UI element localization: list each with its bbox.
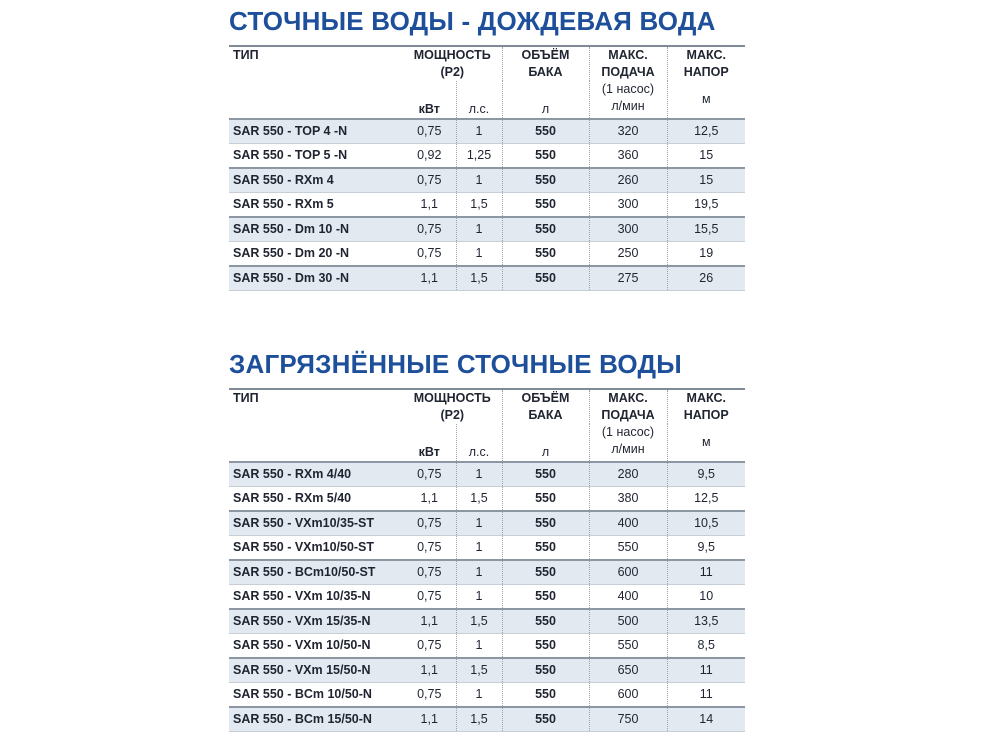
- cell-kw: 1,1: [403, 658, 456, 683]
- cell-tank: 550: [502, 144, 589, 169]
- table-row: [229, 707, 745, 732]
- cell-hp: 1,5: [456, 266, 502, 291]
- cell-flow: 500: [589, 609, 667, 634]
- table-row: [229, 242, 745, 267]
- cell-type: SAR 550 - BCm 10/50-N: [229, 683, 403, 708]
- cell-kw: 1,1: [403, 266, 456, 291]
- cell-type: SAR 550 - TOP 4 -N: [229, 119, 403, 144]
- table-body: [229, 119, 745, 291]
- header-type: ТИП: [229, 389, 403, 462]
- header-head-sub: НАПОР: [683, 408, 729, 422]
- header-tank-label: ОБЪЁМ: [521, 48, 570, 62]
- cell-head: 11: [667, 683, 745, 708]
- cell-flow: 600: [589, 560, 667, 585]
- header-flow-unit: л/мин: [611, 442, 645, 456]
- header-power: [403, 389, 502, 424]
- cell-hp: 1: [456, 560, 502, 585]
- cell-hp: 1,5: [456, 609, 502, 634]
- cell-type: SAR 550 - VXm 10/50-N: [229, 634, 403, 659]
- cell-head: 15: [667, 168, 745, 193]
- cell-flow: 380: [589, 487, 667, 512]
- header-unit-tank: л: [502, 424, 589, 462]
- cell-type: SAR 550 - BCm10/50-ST: [229, 560, 403, 585]
- header-flow-label: МАКС.: [608, 48, 648, 62]
- header-power: [403, 46, 502, 81]
- header-flow-sub: ПОДАЧА: [601, 65, 655, 79]
- cell-hp: 1,25: [456, 144, 502, 169]
- table-row: [229, 217, 745, 242]
- header-flow-label: МАКС.: [608, 391, 648, 405]
- cell-flow: 250: [589, 242, 667, 267]
- cell-type: SAR 550 - VXm 15/50-N: [229, 658, 403, 683]
- header-flow: [589, 46, 667, 81]
- table-row: [229, 462, 745, 487]
- cell-kw: 1,1: [403, 487, 456, 512]
- cell-head: 10,5: [667, 511, 745, 536]
- cell-flow: 550: [589, 634, 667, 659]
- cell-head: 8,5: [667, 634, 745, 659]
- cell-tank: 550: [502, 585, 589, 610]
- header-tank-sub: БАКА: [528, 408, 563, 422]
- cell-tank: 550: [502, 683, 589, 708]
- cell-flow: 400: [589, 585, 667, 610]
- table-header: [229, 46, 745, 119]
- cell-head: 12,5: [667, 487, 745, 512]
- header-flow-unit: л/мин: [611, 99, 645, 113]
- table-row: [229, 487, 745, 512]
- cell-head: 9,5: [667, 462, 745, 487]
- cell-type: SAR 550 - RXm 5: [229, 193, 403, 218]
- cell-flow: 275: [589, 266, 667, 291]
- cell-head: 19,5: [667, 193, 745, 218]
- cell-type: SAR 550 - BCm 15/50-N: [229, 707, 403, 732]
- cell-hp: 1: [456, 634, 502, 659]
- table-row: [229, 634, 745, 659]
- table-row: [229, 168, 745, 193]
- table-row: [229, 609, 745, 634]
- cell-type: SAR 550 - RXm 4: [229, 168, 403, 193]
- cell-tank: 550: [502, 217, 589, 242]
- cell-kw: 0,75: [403, 536, 456, 561]
- header-head: [667, 46, 745, 81]
- cell-flow: 280: [589, 462, 667, 487]
- spec-table: [229, 45, 745, 291]
- header-head-label: МАКС.: [686, 48, 726, 62]
- table-row: [229, 266, 745, 291]
- cell-flow: 300: [589, 193, 667, 218]
- section-contaminated: [229, 349, 745, 732]
- cell-type: SAR 550 - Dm 10 -N: [229, 217, 403, 242]
- cell-type: SAR 550 - Dm 30 -N: [229, 266, 403, 291]
- table-row: [229, 511, 745, 536]
- cell-tank: 550: [502, 536, 589, 561]
- table-row: [229, 144, 745, 169]
- cell-hp: 1,5: [456, 487, 502, 512]
- cell-head: 19: [667, 242, 745, 267]
- cell-tank: 550: [502, 242, 589, 267]
- header-head-sub: НАПОР: [683, 65, 729, 79]
- header-unit-head: м: [701, 92, 711, 106]
- header-head: [667, 389, 745, 424]
- cell-kw: 0,75: [403, 683, 456, 708]
- cell-head: 11: [667, 658, 745, 683]
- header-unit-hp: л.с.: [456, 424, 502, 462]
- header-power-label: МОЩНОСТЬ: [413, 48, 491, 62]
- cell-kw: 0,75: [403, 585, 456, 610]
- header-tank-sub: БАКА: [528, 65, 563, 79]
- cell-head: 11: [667, 560, 745, 585]
- cell-kw: 0,75: [403, 462, 456, 487]
- header-unit-kw: кВт: [403, 424, 456, 462]
- header-unit-hp: л.с.: [456, 81, 502, 119]
- section-title: СТОЧНЫЕ ВОДЫ - ДОЖДЕВАЯ ВОДА: [229, 6, 716, 36]
- header-tank-label: ОБЪЁМ: [521, 391, 570, 405]
- table-row: [229, 585, 745, 610]
- header-tank: [502, 389, 589, 424]
- header-power-sub: (Р2): [440, 408, 465, 422]
- cell-flow: 750: [589, 707, 667, 732]
- cell-head: 15: [667, 144, 745, 169]
- cell-tank: 550: [502, 609, 589, 634]
- header-flow-sub: ПОДАЧА: [601, 408, 655, 422]
- cell-kw: 0,75: [403, 168, 456, 193]
- header-unit-kw: кВт: [403, 81, 456, 119]
- cell-kw: 0,75: [403, 242, 456, 267]
- table-row: [229, 658, 745, 683]
- header-head-label: МАКС.: [686, 391, 726, 405]
- table-row: [229, 193, 745, 218]
- cell-tank: 550: [502, 658, 589, 683]
- spec-table: [229, 388, 745, 732]
- cell-tank: 550: [502, 560, 589, 585]
- cell-hp: 1,5: [456, 707, 502, 732]
- cell-kw: 0,75: [403, 217, 456, 242]
- cell-hp: 1: [456, 462, 502, 487]
- cell-flow: 300: [589, 217, 667, 242]
- header-tank: [502, 46, 589, 81]
- table-body: [229, 462, 745, 732]
- cell-kw: 1,1: [403, 609, 456, 634]
- cell-head: 15,5: [667, 217, 745, 242]
- cell-flow: 600: [589, 683, 667, 708]
- cell-kw: 0,75: [403, 119, 456, 144]
- cell-tank: 550: [502, 487, 589, 512]
- cell-kw: 0,75: [403, 511, 456, 536]
- cell-tank: 550: [502, 266, 589, 291]
- cell-head: 10: [667, 585, 745, 610]
- cell-hp: 1,5: [456, 658, 502, 683]
- table-row: [229, 683, 745, 708]
- cell-kw: 1,1: [403, 707, 456, 732]
- cell-flow: 360: [589, 144, 667, 169]
- header-power-sub: (Р2): [440, 65, 465, 79]
- header-flow: [589, 389, 667, 424]
- cell-tank: 550: [502, 193, 589, 218]
- cell-head: 13,5: [667, 609, 745, 634]
- header-unit-head: м: [701, 435, 711, 449]
- section-rainwater: [229, 6, 745, 291]
- cell-type: SAR 550 - VXm10/50-ST: [229, 536, 403, 561]
- cell-kw: 0,75: [403, 560, 456, 585]
- table-row: [229, 536, 745, 561]
- cell-type: SAR 550 - VXm 15/35-N: [229, 609, 403, 634]
- cell-flow: 650: [589, 658, 667, 683]
- header-type: ТИП: [229, 46, 403, 119]
- cell-type: SAR 550 - VXm10/35-ST: [229, 511, 403, 536]
- cell-hp: 1: [456, 168, 502, 193]
- cell-head: 9,5: [667, 536, 745, 561]
- cell-hp: 1: [456, 585, 502, 610]
- cell-flow: 320: [589, 119, 667, 144]
- cell-type: SAR 550 - TOP 5 -N: [229, 144, 403, 169]
- cell-head: 12,5: [667, 119, 745, 144]
- cell-type: SAR 550 - VXm 10/35-N: [229, 585, 403, 610]
- cell-kw: 1,1: [403, 193, 456, 218]
- table-row: [229, 119, 745, 144]
- cell-head: 26: [667, 266, 745, 291]
- cell-hp: 1: [456, 683, 502, 708]
- cell-tank: 550: [502, 168, 589, 193]
- cell-hp: 1: [456, 511, 502, 536]
- section-title: ЗАГРЯЗНЁННЫЕ СТОЧНЫЕ ВОДЫ: [229, 349, 682, 379]
- cell-flow: 260: [589, 168, 667, 193]
- cell-hp: 1: [456, 119, 502, 144]
- header-flow-pump: (1 насос): [601, 82, 655, 96]
- cell-kw: 0,75: [403, 634, 456, 659]
- header-unit-flow: [589, 81, 667, 119]
- cell-tank: 550: [502, 707, 589, 732]
- header-flow-pump: (1 насос): [601, 425, 655, 439]
- cell-flow: 400: [589, 511, 667, 536]
- cell-tank: 550: [502, 511, 589, 536]
- header-unit-flow: [589, 424, 667, 462]
- cell-type: SAR 550 - Dm 20 -N: [229, 242, 403, 267]
- cell-kw: 0,92: [403, 144, 456, 169]
- cell-type: SAR 550 - RXm 4/40: [229, 462, 403, 487]
- cell-tank: 550: [502, 462, 589, 487]
- cell-type: SAR 550 - RXm 5/40: [229, 487, 403, 512]
- cell-hp: 1,5: [456, 193, 502, 218]
- cell-hp: 1: [456, 242, 502, 267]
- header-unit-tank: л: [502, 81, 589, 119]
- cell-flow: 550: [589, 536, 667, 561]
- cell-tank: 550: [502, 634, 589, 659]
- cell-hp: 1: [456, 536, 502, 561]
- header-power-label: МОЩНОСТЬ: [413, 391, 491, 405]
- table-header: [229, 389, 745, 462]
- cell-hp: 1: [456, 217, 502, 242]
- cell-head: 14: [667, 707, 745, 732]
- table-row: [229, 560, 745, 585]
- cell-tank: 550: [502, 119, 589, 144]
